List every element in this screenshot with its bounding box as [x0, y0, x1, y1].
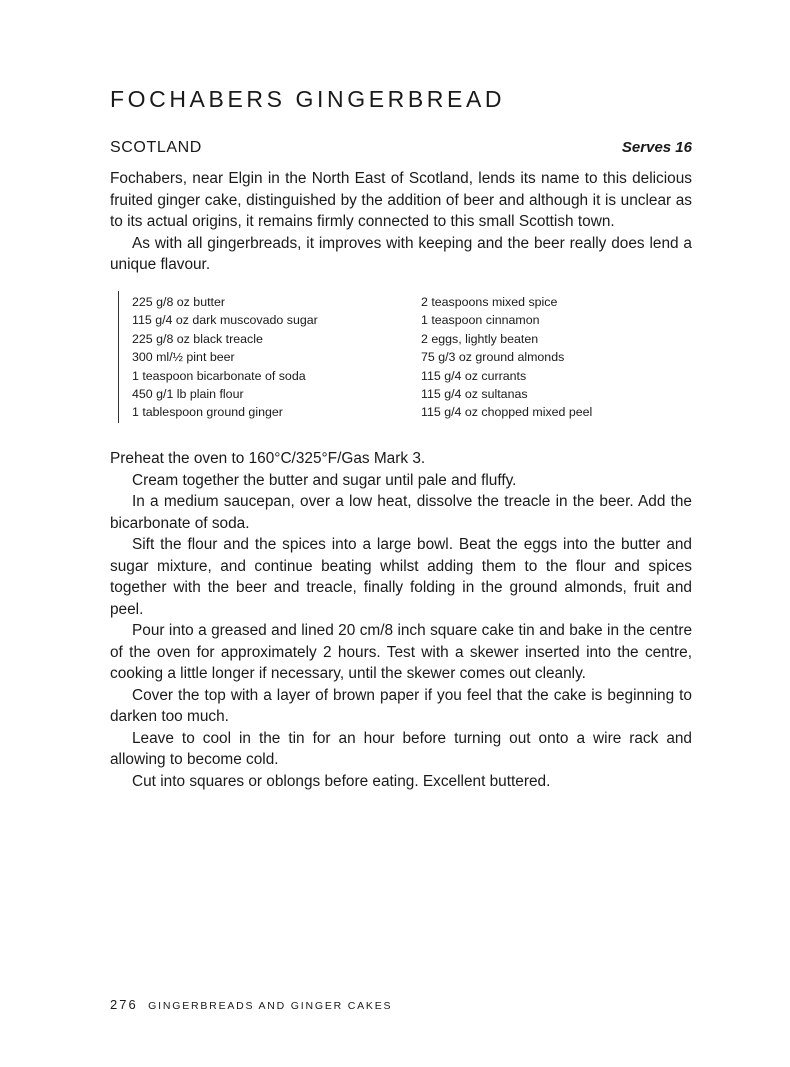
ingredient-item: 225 g/8 oz butter [132, 295, 225, 309]
method-step: Pour into a greased and lined 20 cm/8 inch square cake tin and bake in the centre of the oven for approximately 2 hours. Test with a skewer inserted into the centre, cooking a little longer if necessary, until the skewer comes out cleanly. [110, 622, 692, 682]
method-step: In a medium saucepan, over a low heat, dissolve the treacle in the beer. Add the bicarbonate of soda. [110, 493, 692, 532]
ingredients-list [118, 291, 693, 423]
recipe-intro [110, 168, 692, 276]
method-step: Preheat the oven to 160°C/325°F/Gas Mark 3. [110, 450, 426, 467]
intro-paragraph: As with all gingerbreads, it improves with keeping and the beer really does lend a unique flavour. [110, 234, 692, 273]
ingredient-item: 300 ml/½ pint beer [132, 350, 235, 365]
ingredient-item: 1 teaspoon bicarbonate of soda [132, 368, 306, 383]
recipe-method [110, 448, 692, 792]
ingredient-item: 115 g/4 oz chopped mixed peel [421, 405, 593, 420]
intro-paragraph: Fochabers, near Elgin in the North East of Scotland, lends its name to this delicious fruited ginger cake, distinguished by the addition of beer and although it is unclear as to its actual origins, it remains firmly connected to this small Scottish town. [110, 170, 692, 230]
ingredient-item: 1 teaspoon cinnamon [421, 313, 540, 328]
ingredient-item: 115 g/4 oz currants [421, 368, 527, 383]
method-step: Cream together the butter and sugar until pale and fluffy. [132, 471, 517, 489]
ingredient-item: 2 eggs, lightly beaten [421, 331, 539, 346]
ingredients-column-right [421, 293, 592, 422]
ingredient-item: 1 tablespoon ground ginger [132, 405, 283, 420]
recipe-title: FOCHABERS GINGERBREAD [110, 86, 506, 112]
ingredient-item: 115 g/4 oz dark muscovado sugar [132, 313, 318, 328]
method-step: Leave to cool in the tin for an hour before turning out onto a wire rack and allowing to become cold. [110, 729, 692, 768]
ingredient-item: 2 teaspoons mixed spice [421, 295, 558, 309]
ingredient-item: 115 g/4 oz sultanas [421, 387, 528, 402]
page-number: 276 [110, 997, 138, 1012]
recipe-serves: Serves 16 [621, 139, 692, 156]
ingredient-item: 75 g/3 oz ground almonds [421, 350, 565, 365]
method-step: Cover the top with a layer of brown paper if you feel that the cake is beginning to darken too much. [110, 686, 692, 725]
ingredient-item: 450 g/1 lb plain flour [132, 387, 244, 402]
ingredient-item: 225 g/8 oz black treacle [132, 331, 263, 346]
recipe-subhead [110, 139, 692, 159]
method-step: Cut into squares or oblongs before eating. Excellent buttered. [132, 772, 551, 790]
running-head: GINGERBREADS AND GINGER CAKES [148, 1000, 393, 1012]
ingredients-column-left [132, 293, 318, 422]
method-step: Sift the flour and the spices into a large bowl. Beat the eggs into the butter and sugar mixture, and continue beating whilst adding them to the flour and spices together with the beer and treacle, finally folding in the ground almonds, fruit and peel. [110, 536, 692, 618]
page-footer [110, 996, 392, 1014]
recipe-region: SCOTLAND [110, 139, 202, 156]
book-page [110, 0, 692, 1067]
